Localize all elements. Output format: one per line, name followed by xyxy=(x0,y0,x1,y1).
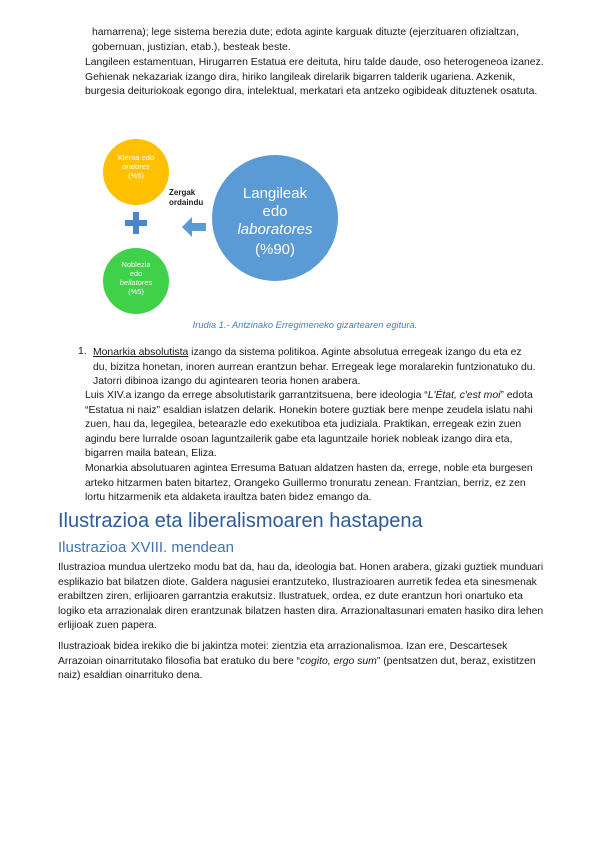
list-number: 1. xyxy=(78,346,87,357)
subsection-heading: Ilustrazioa XVIII. mendean xyxy=(58,539,234,556)
paragraph-louis-xiv xyxy=(85,389,545,462)
clergy-label-1: Kleroa edo xyxy=(117,153,155,162)
louis-quote: L'État, c'est moi xyxy=(427,390,501,401)
nobility-label-2: edo xyxy=(129,269,143,278)
workers-label-4: (%90) xyxy=(254,241,296,258)
figure-caption: Irudia 1.- Antzinako Erregimeneko gizartearen egitura. xyxy=(192,319,418,330)
list-item-term: Monarkia absolutista xyxy=(93,347,189,358)
section-heading: Ilustrazioa eta liberalismoaren hastapena xyxy=(58,510,423,532)
society-structure-diagram xyxy=(100,136,340,316)
list-item xyxy=(93,346,538,390)
clergy-label-3: (%5) xyxy=(128,171,144,180)
nobility-label-1: Noblezia xyxy=(121,260,151,269)
paragraph-descartes xyxy=(58,640,548,684)
workers-label-3: laboratores xyxy=(237,221,313,238)
paragraph-continuation: hamarrena); lege sistema berezia dute; edota aginte karguak dituzte (ejerzituaren ofizialtzan, gobernuan, justizian, etab.), besteak beste. xyxy=(92,27,519,53)
louis-text-after: ” edota “Estatua ni naiz” esaldian islatzen delarik. Honekin botere guztiak bere menpe zeudela islatu nahi zuen, hau da, legegilea, betearazle edo exekutiboa eta judiziala. Praktikan, erregeak ezin zuen agindu bere lurralde osoan laguntzailerik gabe eta laguntzaile horiek nobleak izango dira eta, bigarren maila batean, Eliza. xyxy=(85,390,533,460)
descartes-text-after: ” (pentsatzen dut, beraz, existitzen naiz) esaldian oinarrituko dena. xyxy=(58,655,536,682)
descartes-quote: cogito, ergo sum xyxy=(300,655,377,667)
clergy-label-2: oratores xyxy=(122,162,150,171)
numbered-list xyxy=(78,346,538,390)
plus-horizontal xyxy=(125,220,147,226)
tax-label-2: ordaindu xyxy=(169,198,204,207)
paragraph-third-estate: Langileen estamentuan, Hirugarren Estatua ere deituta, hiru talde daude, oso heterogeneoa izanez. Gehienak nekazariak izango dira, hiriko langileak direlarik bigarren talderik ugariena. Azkenik, burgesia deituriokoak egongo dira, intelektual, merkatari eta antzeko ogibideak dituztenek osatuta. xyxy=(85,57,544,98)
list-item-text: izango da sistema politikoa. Aginte absolutua erregeak izango du eta ez du, bizitza honetan, inoren aurrean erantzun behar. Erregeak lege moralarekin funtzionatuko du. Jatorri dibinoa izango du agintearen teoria honen arabera. xyxy=(93,347,536,388)
louis-text-before: Luis XIV.a izango da errege absolutistarik garrantzitsuena, bere ideologia “ xyxy=(85,390,428,401)
descartes-text-before: Ilustrazioak bidea irekiko die bi jakintza motei: zientzia eta arrazionalismoa. Izan ere, Descartesek Arrazoian oinarritutako filosofia bat eratuko du bere “ xyxy=(58,641,508,667)
nobility-label-4: (%5) xyxy=(128,287,144,296)
tax-arrow-icon xyxy=(182,217,206,237)
tax-label-1: Zergak xyxy=(169,188,196,197)
workers-label-2: edo xyxy=(262,203,288,220)
workers-label-1: Langileak xyxy=(242,185,308,202)
paragraph-enlightenment: Ilustrazioa mundua ulertzeko modu bat da, hau da, ideologia bat. Honen arabera, gizaki guztiek munduari esplikazio bat bilatzen diote. Galdera nagusiei erantzuteko, Ilustrazioaren aurretik fedea eta sinesmenak erabiltzen ziren, erlijioaren garrantzia erakutsiz. Ilustratuek, ordea, ez dute erantzun hori onartuko eta logiko eta arrazionalak diren erantzunak bilatzen hasten dira. Arrazionaltasunari ematen hasiko dira lehen erlijioak zuen papera. xyxy=(58,562,544,632)
nobility-label-3: bellatores xyxy=(119,278,153,287)
paragraph-england: Monarkia absolutuaren agintea Erresuma Batuan aldatzen hasten da, errege, noble eta burgesen arteko hitzarmen baten bitartez, Orangeko Guillermo tronuratu zenean. Frantzian, berriz, ez zen lortu hitzarmenik eta aldaketa iraultza baten bidez emango da. xyxy=(85,463,533,504)
